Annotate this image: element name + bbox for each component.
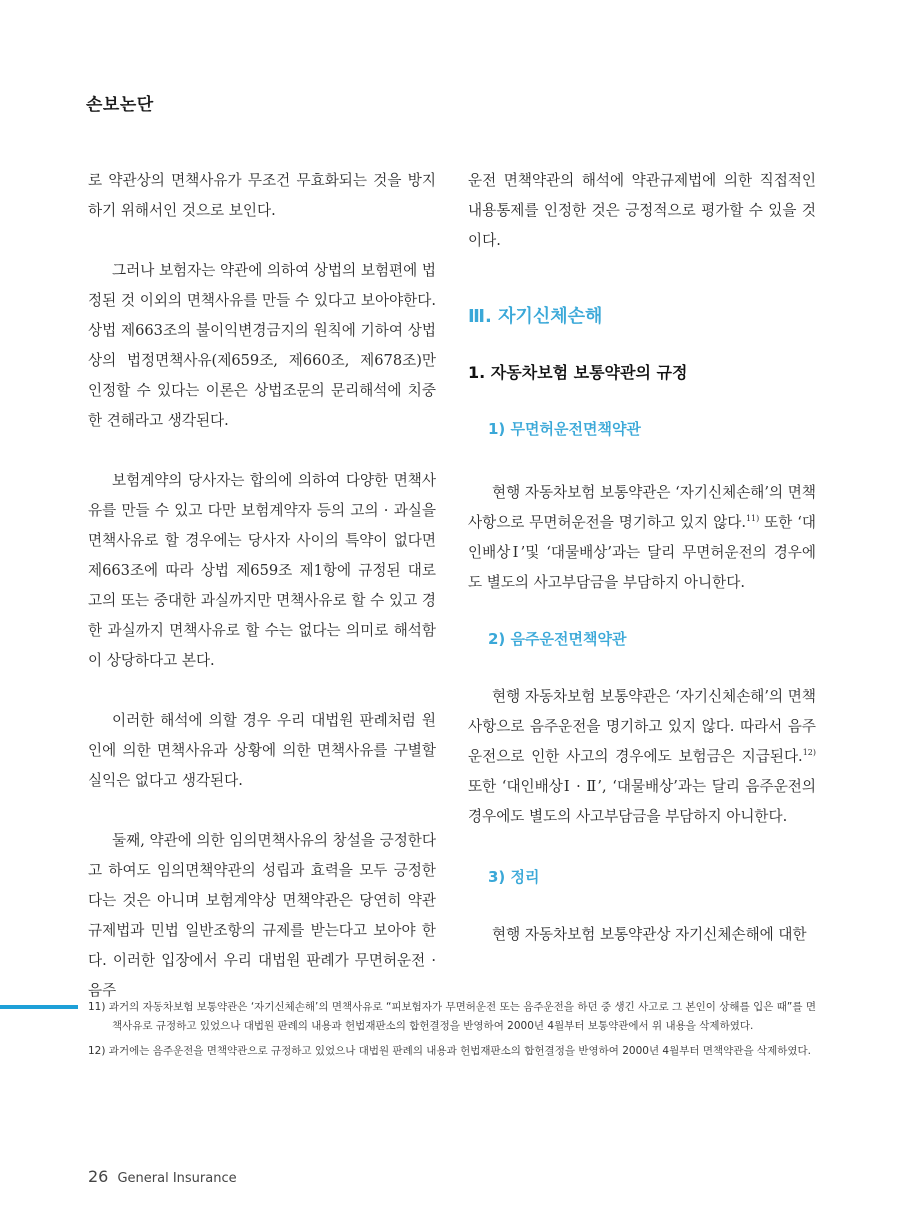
left-paragraph-5: 둘째, 약관에 의한 임의면책사유의 창설을 긍정한다고 하여도 임의면책약관의 성립과 효력을 모두 긍정한다는 것은 아니며 보험계약상 면책약관은 당연히 약관규제법과 민법 일반조항의 규제를 받는다고 보아야 한다. 이러한 입장에서 우리 대법원 판례가 무면허운전 · 음주 xyxy=(88,832,436,999)
left-column xyxy=(88,166,436,1006)
item-title-2: 2) 음주운전면책약관 xyxy=(488,630,627,648)
item2-text-b: 또한 ‘대인배상Ⅰ · Ⅱ’, ‘대물배상’과는 달리 음주운전의 경우에도 별도의 사고부담금을 부담하지 아니한다. xyxy=(468,778,816,825)
left-paragraph-1: 로 약관상의 면책사유가 무조건 무효화되는 것을 방지하기 위해서인 것으로 보인다. xyxy=(88,172,436,219)
footnote-ref-11: 11) xyxy=(745,514,760,524)
page-footer xyxy=(88,1167,237,1186)
item-paragraph-2 xyxy=(468,682,816,832)
footnote-divider xyxy=(0,1005,78,1009)
left-paragraph-3: 보험계약의 당사자는 합의에 의하여 다양한 면책사유를 만들 수 있고 다만 보험계약자 등의 고의 · 과실을 면책사유로 할 경우에는 당사자 사이의 특약이 없다면 제663조에 따라 상법 제659조 제1항에 규정된 대로 고의 또는 중대한 과실까지만 면책사유로 할 수 있고 경한 과실까지 면책사유로 할 수는 없다는 의미로 해석함이 상당하다고 본다. xyxy=(88,472,436,669)
subsection-title: 1. 자동차보험 보통약관의 규정 xyxy=(468,363,688,382)
right-paragraph-1: 운전 면책약관의 해석에 약관규제법에 의한 직접적인 내용통제를 인정한 것은 긍정적으로 평가할 수 있을 것이다. xyxy=(468,172,816,249)
running-header: 손보논단 xyxy=(86,95,154,115)
item-paragraph-3: 현행 자동차보험 보통약관상 자기신체손해에 대한 xyxy=(492,926,807,943)
item-paragraph-1 xyxy=(468,478,816,598)
footnotes xyxy=(88,998,816,1067)
right-column xyxy=(468,166,816,950)
item2-text-a: 현행 자동차보험 보통약관은 ‘자기신체손해’의 면책사항으로 음주운전을 명기하고 있지 않다. 따라서 음주운전으로 인한 사고의 경우에도 보험금은 지급된다. xyxy=(468,688,816,765)
left-paragraph-2: 그러나 보험자는 약관에 의하여 상법의 보험편에 법정된 것 이외의 면책사유를 만들 수 있다고 보아야한다. 상법 제663조의 불이익변경금지의 원칙에 기하여 상법상의 법정면책사유(제659조, 제660조, 제678조)만 인정할 수 있다는 이론은 상법조문의 문리해석에 치중한 견해라고 생각된다. xyxy=(88,262,436,429)
item-title-1: 1) 무면허운전면책약관 xyxy=(488,420,641,438)
footnote-ref-12: 12) xyxy=(802,748,816,758)
footnote-12: 12) 과거에는 음주운전을 면책약관으로 규정하고 있었으나 대법원 판례의 내용과 헌법재판소의 합헌결정을 반영하여 2000년 4월부터 면책약관을 삭제하였다. xyxy=(88,1045,811,1057)
page-number: 26 xyxy=(88,1167,109,1186)
publication-title: General Insurance xyxy=(117,1171,237,1186)
left-paragraph-4: 이러한 해석에 의할 경우 우리 대법원 판례처럼 원인에 의한 면책사유과 상황에 의한 면책사유를 구별할 실익은 없다고 생각된다. xyxy=(88,712,436,789)
footnote-11: 11) 과거의 자동차보험 보통약관은 ‘자기신체손해’의 면책사유로 “피보험자가 무면허운전 또는 음주운전을 하던 중 생긴 사고로 그 본인이 상해를 입은 때”를 면책사유로 규정하고 있었으나 대법원 판례의 내용과 헌법재판소의 합헌결정을 반영하여 2000년 4월부터 보통약관에서 위 내용을 삭제하였다. xyxy=(88,1001,816,1032)
section-title: Ⅲ. 자기신체손해 xyxy=(468,306,603,327)
item1-text-a: 현행 자동차보험 보통약관은 ‘자기신체손해’의 면책사항으로 무면허운전을 명기하고 있지 않다. xyxy=(468,484,816,531)
item-title-3: 3) 정리 xyxy=(488,868,540,886)
item1-text-b: 또한 ‘대인배상Ⅰ’및 ‘대물배상’과는 달리 무면허운전의 경우에도 별도의 사고부담금을 부담하지 아니한다. xyxy=(468,514,816,591)
